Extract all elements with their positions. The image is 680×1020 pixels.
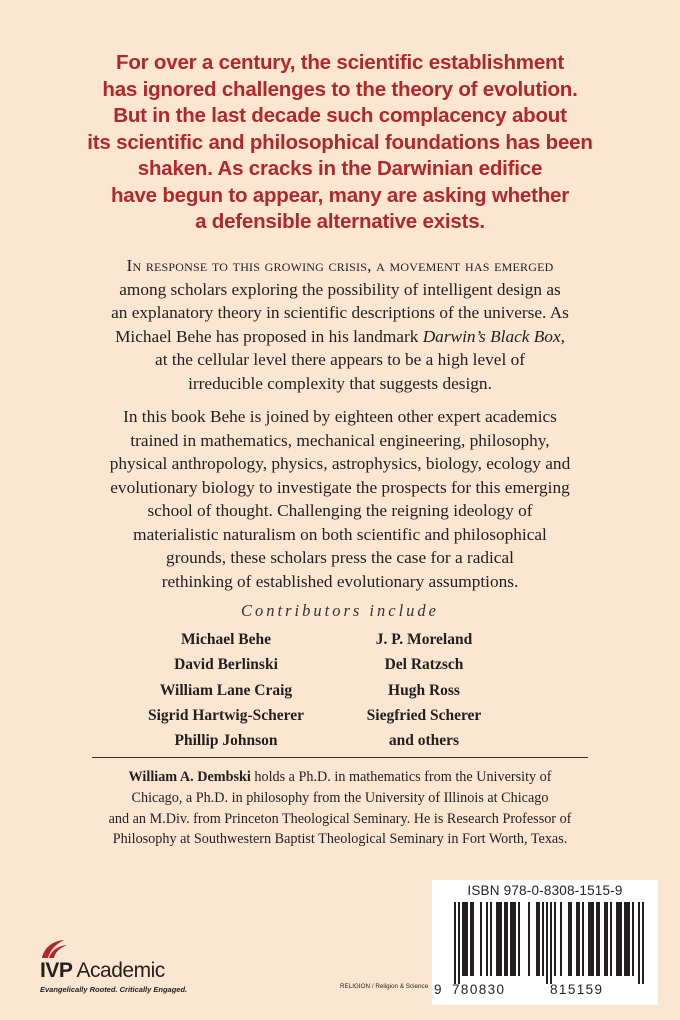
barcode-bar <box>642 902 644 984</box>
paragraph-line: an explanatory theory in scientific descriptions of the universe. As <box>111 303 569 322</box>
barcode-bar <box>454 902 456 984</box>
barcode-bar <box>618 902 620 976</box>
barcode-bar <box>620 902 622 976</box>
barcode-bar <box>538 902 540 976</box>
paragraph-line: evolutionary biology to investigate the prospects for this emerging <box>110 477 570 497</box>
barcode-bar <box>464 902 466 976</box>
headline-line: For over a century, the scientific establishment <box>116 51 564 74</box>
barcode-bar <box>596 902 598 976</box>
headline-line: has ignored challenges to the theory of evolution. <box>102 77 578 101</box>
barcode-bar <box>554 902 556 976</box>
barcode-bar <box>592 902 594 976</box>
barcode-bar <box>638 902 640 984</box>
barcode-bar <box>604 902 606 976</box>
barcode-bar <box>568 902 570 976</box>
barcode-bar <box>480 902 482 976</box>
description-paragraph-1 <box>36 254 644 395</box>
barcode-bar <box>624 902 626 976</box>
barcode-bar <box>472 902 474 976</box>
barcode-bar <box>616 902 618 976</box>
isbn-text: ISBN 978-0-8308-1515-9 <box>467 883 623 898</box>
barcode-bar <box>560 902 562 976</box>
barcode-bar <box>576 902 578 976</box>
publisher-name-bold: IVP <box>40 959 73 982</box>
paragraph-line: at the cellular level there appears to be a high level of <box>155 350 525 369</box>
barcode-left-digits: 780830 <box>452 982 506 997</box>
contributor-name: Hugh Ross <box>388 681 460 699</box>
description-paragraph-2 <box>36 405 644 593</box>
barcode-bar <box>606 902 608 976</box>
barcode-bar <box>498 902 500 976</box>
contributor-name: Michael Behe <box>181 631 271 648</box>
paragraph-line: school of thought. Challenging the reigning ideology of <box>147 501 533 520</box>
barcode-bar <box>590 902 592 976</box>
barcode-bar <box>536 902 538 976</box>
contributor-name: David Berlinski <box>174 656 278 674</box>
divider-rule <box>92 757 588 758</box>
barcode-bar <box>626 902 628 976</box>
barcode-bar <box>546 902 548 984</box>
paragraph-line: among scholars exploring the possibility of intelligent design as <box>119 279 561 299</box>
bio-line: Chicago, a Ph.D. in philosophy from the University of Illinois at Chicago <box>131 789 549 806</box>
paragraph-line <box>36 325 644 349</box>
barcode-bar <box>496 902 498 976</box>
headline-line: a defensible alternative exists. <box>195 210 485 233</box>
contributor-name: Siegfried Scherer <box>366 706 482 724</box>
barcode-bar <box>628 902 630 976</box>
barcode-panel <box>432 880 658 1005</box>
barcode-bar <box>462 902 464 976</box>
publisher-name <box>40 959 165 983</box>
barcode-bar <box>542 902 544 976</box>
headline-line: have begun to appear, many are asking whether <box>110 183 570 207</box>
barcode-bar <box>470 902 472 976</box>
barcode-bar <box>578 902 580 976</box>
paragraph-lead-line: In response to this growing crisis, a movement has emerged <box>126 256 554 275</box>
category-label: RELIGION / Religion & Science <box>340 983 429 990</box>
barcode-bar <box>506 902 508 976</box>
contributors-right-column <box>294 627 554 753</box>
barcode-bar <box>490 902 492 976</box>
barcode-bar <box>504 902 506 976</box>
barcode-bar <box>632 902 634 976</box>
paragraph-line: grounds, these scholars press the case for a radical <box>166 548 514 567</box>
barcode-bar <box>486 902 488 976</box>
barcode-bar <box>514 902 516 976</box>
barcode-lead-digit: 9 <box>434 982 442 997</box>
barcode-right-digits: 815159 <box>550 982 604 997</box>
barcode-bar <box>528 902 530 976</box>
paragraph-line: trained in mathematics, mechanical engineering, philosophy, <box>130 430 550 450</box>
bio-line: and an M.Div. from Princeton Theological Seminary. He is Research Professor of <box>108 810 572 827</box>
barcode-bar <box>588 902 590 976</box>
headline <box>40 50 640 236</box>
barcode-bar <box>598 902 600 976</box>
barcode-bar <box>458 902 460 984</box>
headline-line: shaken. As cracks in the Darwinian edifice <box>137 157 543 180</box>
paragraph-line: materialistic naturalism on both scientific and philosophical <box>133 524 547 544</box>
publisher-name-rest: Academic <box>72 959 165 982</box>
barcode-bar <box>512 902 514 976</box>
barcode-bar <box>510 902 512 976</box>
paragraph-text: Michael Behe has proposed in his landmark <box>115 326 423 346</box>
bio-line <box>56 767 624 788</box>
contributor-name: Phillip Johnson <box>174 732 278 750</box>
barcode-bar <box>466 902 468 976</box>
paragraph-line: physical anthropology, physics, astrophysics, biology, ecology and <box>109 454 571 473</box>
contributor-name: William Lane Craig <box>159 681 293 699</box>
barcode-bar <box>582 902 584 976</box>
publisher-logo-mark-icon <box>40 938 70 960</box>
contributor-name: Sigrid Hartwig-Scherer <box>148 706 304 724</box>
headline-line: But in the last decade such complacency about <box>113 104 567 127</box>
paragraph-line: rethinking of established evolutionary assumptions. <box>161 571 519 591</box>
bio-text: holds a Ph.D. in mathematics from the University of <box>250 769 552 785</box>
barcode-bar <box>550 902 552 984</box>
contributor-name: Del Ratzsch <box>384 656 464 674</box>
book-title: Darwin’s Black Box, <box>422 326 565 346</box>
barcode-bar <box>518 902 520 976</box>
author-name: William A. Dembski <box>128 769 251 785</box>
barcode-bar <box>610 902 612 976</box>
headline-line: its scientific and philosophical foundations has been <box>87 130 593 154</box>
barcode-bar <box>500 902 502 976</box>
contributor-name: J. P. Moreland <box>375 631 473 648</box>
contributors-heading: Contributors include <box>241 601 439 620</box>
contributor-name: and others <box>388 732 460 750</box>
barcode-bar <box>570 902 572 976</box>
paragraph-line: irreducible complexity that suggests design. <box>188 373 492 393</box>
author-bio <box>56 767 624 850</box>
bio-line: Philosophy at Southwestern Baptist Theological Seminary in Fort Worth, Texas. <box>112 831 568 848</box>
publisher-tagline: Evangelically Rooted. Critically Engaged. <box>40 985 188 994</box>
barcode-icon <box>442 902 648 984</box>
paragraph-line: In this book Behe is joined by eighteen other expert academics <box>123 407 557 426</box>
